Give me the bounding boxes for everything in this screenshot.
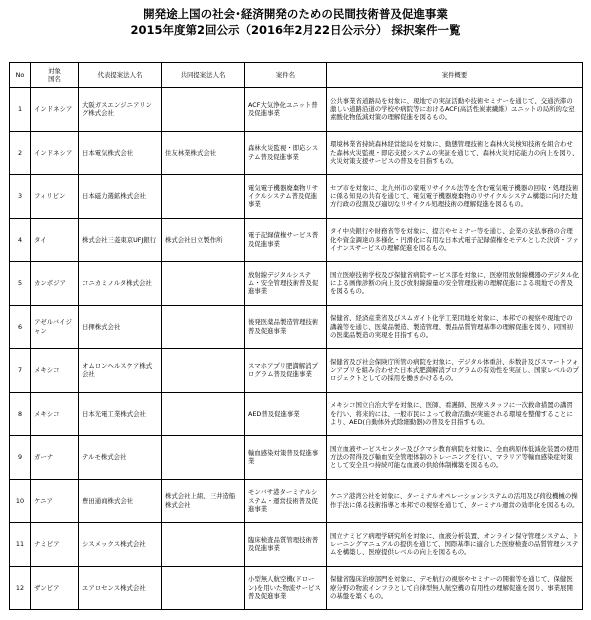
table-row: [10, 392, 583, 436]
cell-project-summary: セブ市を対象に、北九州市の家電リサイクル法等を含む電気電子機器の回収・処理技術に係る知見の共有を通じて、電気電子機器廃棄物のリサイクルシステム構築に向けた地方行政の役割及び適切なリサイクル処理技術の理解促進を図るもの。: [327, 175, 583, 219]
table-row: [10, 479, 583, 523]
cell-country: ガーナ: [31, 436, 79, 480]
cell-project-name: スマホアプリ肥満解消プログラム普及促進事業: [245, 349, 327, 393]
cell-partner-company: [162, 523, 245, 567]
cell-partner-company: [162, 436, 245, 480]
cell-project-name: 電子記録債権サービス普及促進事業: [245, 218, 327, 262]
document-subtitle: 2015年度第2回公示（2016年2月22日公示分） 採択案件一覧: [130, 23, 461, 37]
cell-lead-company: 株式会社三菱東京UFJ銀行: [79, 218, 162, 262]
cell-lead-company: 日本電気株式会社: [79, 131, 162, 175]
cell-country: インドネシア: [31, 131, 79, 175]
cell-project-summary: 保健省臨床治療部門を対象に、デモ航行の視察やセミナーの開催等を通じて、保健医療分野の物流インフラとして自律型無人航空機の有用性の理解促進を図り、事業展開の基盤を築くもの。: [327, 566, 583, 610]
header-country: 対象 国名: [31, 63, 79, 88]
cell-country: メキシコ: [31, 349, 79, 393]
cell-project-summary: 公共事業省道路局を対象に、現地での実証活動や技術セミナーを通じて、交通渋滞の激しい道路沿道の学校や病院等におけるACF(高活性炭素繊維）ユニットの局所的な窒素酸化物低減対策の理解促進を図るもの。: [327, 88, 583, 132]
cell-country: タイ: [31, 218, 79, 262]
document-title: 開発途上国の社会･経済開発のための民間技術普及促進事業: [143, 7, 448, 21]
cell-no: 5: [10, 262, 31, 306]
header-project-summary: 案件概要: [327, 63, 583, 88]
cell-lead-company: 大阪ガスエンジニアリング株式会社: [79, 88, 162, 132]
cell-lead-company: オムロンヘルスケア株式会社: [79, 349, 162, 393]
cell-project-name: モンバサ港ターミナルシステム・運営技術普及促進事業: [245, 479, 327, 523]
cell-country: ケニア: [31, 479, 79, 523]
cell-partner-company: 株式会社上組、三井造船株式会社: [162, 479, 245, 523]
cell-project-name: 森林火災監視・即応システム普及促進事業: [245, 131, 327, 175]
cell-lead-company: エアロセンス株式会社: [79, 566, 162, 610]
table-row: [10, 175, 583, 219]
cell-project-summary: 国立ナミビア病理学研究所を対象に、血液分析装置、オンライン保守管理システム、トレーニングマニュアルの提供を通じて、国際基準に適合した医療検査の品質管理システムを構築し、医療提供レベルの向上を図るもの。: [327, 523, 583, 567]
table-row: [10, 523, 583, 567]
cell-project-summary: タイ中央銀行や財務省等を対象に、提言やセミナー等を通じ、企業の支払事務の合理化や資金調達の多様化・円滑化に有用な日本式電子記録債権をモデルとした決済・ファイナンスサービスの理解促進を図るもの。: [327, 218, 583, 262]
cell-no: 11: [10, 523, 31, 567]
cell-project-summary: 国立血液サービスセンター及びクマシ教育病院を対象に、全血病原体低減化装置の使用方法の習得及び輸血安全管理体制のトレーニングを行い、マラリア等輸血感染症対策として安全且つ持続可能な血液の供給体制構築を図るもの。: [327, 436, 583, 480]
cell-project-name: 後発医薬品製造管理技術普及促進事業: [245, 305, 327, 349]
table-row: [10, 262, 583, 306]
cell-no: 2: [10, 131, 31, 175]
cell-no: 8: [10, 392, 31, 436]
cell-no: 1: [10, 88, 31, 132]
cell-lead-company: テルモ株式会社: [79, 436, 162, 480]
cell-project-summary: 保健省及び社会保険庁所管の病院を対象に、デジタル体重計、歩数計及びスマートフォンアプリを組み合わせた日本式肥満解消プログラムの有効性を実証し、国家レベルのプロジェクトとしての採用を働きかけるもの。: [327, 349, 583, 393]
cell-project-name: 輸血感染対策普及促進事業: [245, 436, 327, 480]
cell-project-name: AED普及促進事業: [245, 392, 327, 436]
table-row: [10, 131, 583, 175]
cell-project-summary: 国立医療技術学校及び保健省病院サービス部を対象に、医療用放射線機器のデジタル化による画像診断の向上及び放射線線量の安全管理技術の理解促進による現地での普及を図るもの。: [327, 262, 583, 306]
cell-project-name: 放射線デジタルシステム・安全管理技術普及促進事業: [245, 262, 327, 306]
cell-no: 7: [10, 349, 31, 393]
cell-partner-company: [162, 88, 245, 132]
table-row: [10, 88, 583, 132]
cell-partner-company: 住友林業株式会社: [162, 131, 245, 175]
cell-lead-company: 日揮株式会社: [79, 305, 162, 349]
cell-no: 10: [10, 479, 31, 523]
table-row: [10, 218, 583, 262]
header-project-name: 案件名: [245, 63, 327, 88]
cell-project-summary: 環境林業省持続森林経営総局を対象に、動態管理技術と森林火災検知技術を組合わせた森林火災監視・即応支援システムの実証を通じて、森林火災対応能力の向上を図り、火災対策支援サービスの普及を目指すもの。: [327, 131, 583, 175]
table-row: [10, 436, 583, 480]
cell-project-name: 小型無人航空機(ドローン)を用いた物流サービス普及促進事業: [245, 566, 327, 610]
table-row: [10, 566, 583, 610]
cell-project-name: 電気電子機器廃棄物リサイクルシステム普及促進事業: [245, 175, 327, 219]
cell-no: 6: [10, 305, 31, 349]
cell-partner-company: 株式会社日立製作所: [162, 218, 245, 262]
header-lead-company: 代表提案法人名: [79, 63, 162, 88]
cell-no: 12: [10, 566, 31, 610]
header-no: No: [10, 63, 31, 88]
cell-country: インドネシア: [31, 88, 79, 132]
cell-country: メキシコ: [31, 392, 79, 436]
cell-lead-company: コニカミノルタ株式会社: [79, 262, 162, 306]
selected-projects-table: [9, 62, 583, 610]
table-row: [10, 305, 583, 349]
cell-no: 3: [10, 175, 31, 219]
header-partner-company: 共同提案法人名: [162, 63, 245, 88]
cell-partner-company: [162, 305, 245, 349]
table-row: [10, 349, 583, 393]
cell-partner-company: [162, 566, 245, 610]
cell-country: ザンビア: [31, 566, 79, 610]
cell-country: フィリピン: [31, 175, 79, 219]
cell-project-summary: メキシコ国立自治大学を対象に、医師、看護師、医療スタッフに一次救命措置の講習を行い、将来的には、一般市民によって救命活動が実施される環境を整備することにより、AED(自動体外式除細動器)の普及を目指すもの。: [327, 392, 583, 436]
table-header-row: [10, 63, 583, 88]
cell-country: アゼルバイジャン: [31, 305, 79, 349]
cell-partner-company: [162, 175, 245, 219]
cell-no: 9: [10, 436, 31, 480]
cell-partner-company: [162, 392, 245, 436]
cell-project-summary: ケニア港湾公社を対象に、ターミナルオペレーションシステムの活用及び荷役機械の操作手法に係る技術指導と本邦での視察を通じて、ターミナル運営の効率化を図るもの。: [327, 479, 583, 523]
cell-project-summary: 保健省、経済産業省及びスムガイト化学工業団地を対象に、本邦での視察や現地での講義等を通じ、医薬品製造、製造管理、製品品質管理基準の理解促進を図り、同国初の医薬品製造の実現を目指すもの。: [327, 305, 583, 349]
cell-lead-company: 日本光電工業株式会社: [79, 392, 162, 436]
title-block: [0, 6, 591, 38]
cell-project-name: ACF大気浄化ユニット普及促進事業: [245, 88, 327, 132]
cell-partner-company: [162, 349, 245, 393]
cell-project-name: 臨床検査品質管理技術普及促進事業: [245, 523, 327, 567]
cell-lead-company: 日本磁力選鉱株式会社: [79, 175, 162, 219]
cell-lead-company: 豊田通商株式会社: [79, 479, 162, 523]
cell-partner-company: [162, 262, 245, 306]
cell-country: カンボジア: [31, 262, 79, 306]
cell-country: ナミビア: [31, 523, 79, 567]
cell-lead-company: シスメックス株式会社: [79, 523, 162, 567]
cell-no: 4: [10, 218, 31, 262]
